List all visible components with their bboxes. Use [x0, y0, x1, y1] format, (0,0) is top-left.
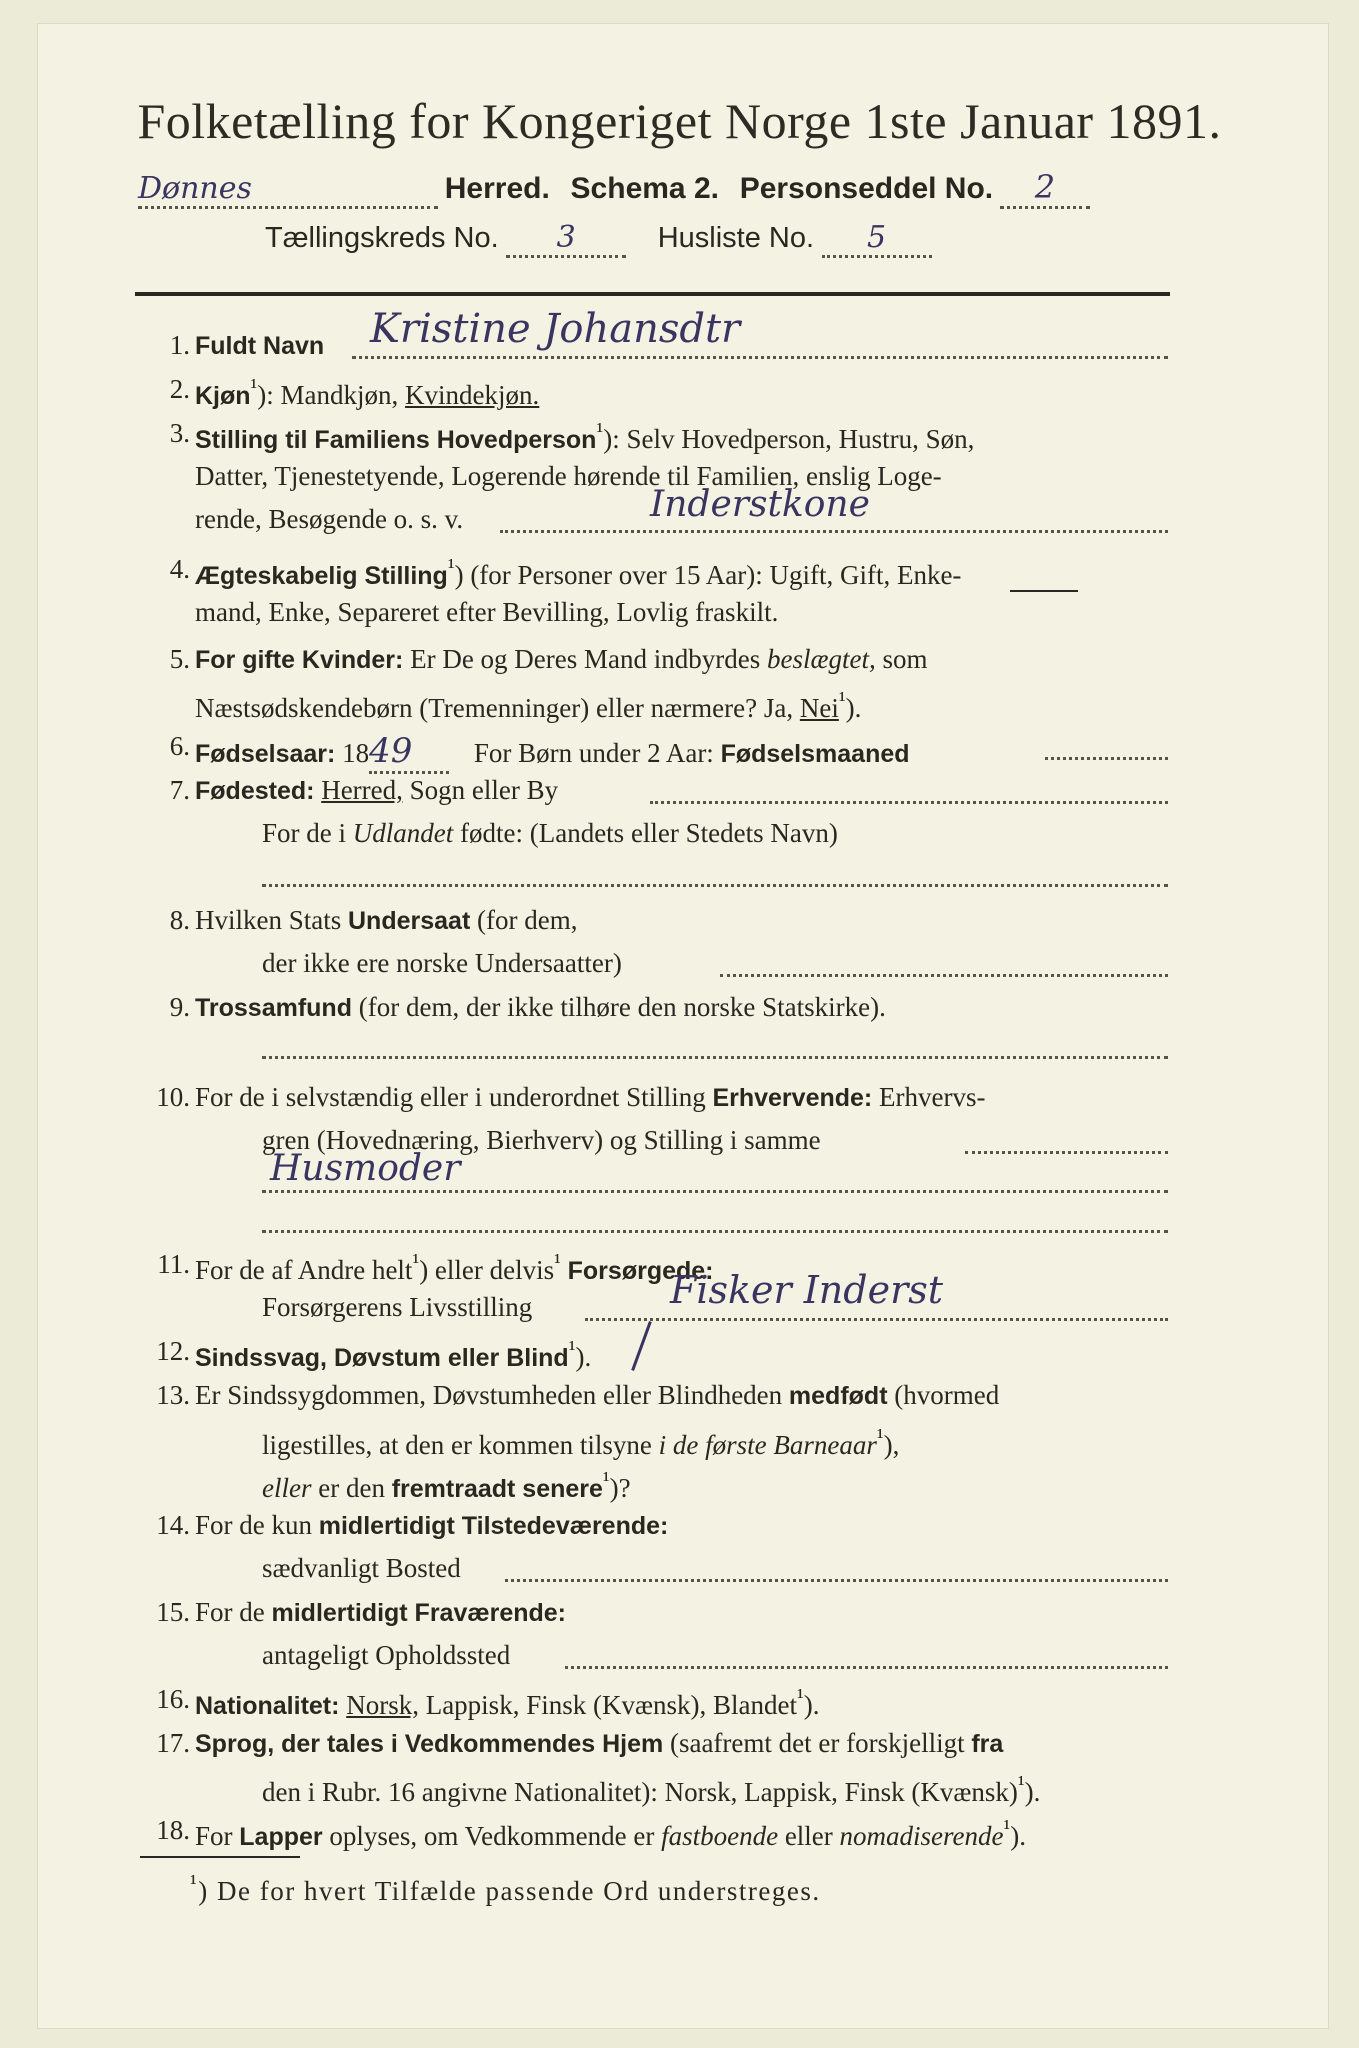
item-15-temp-absent	[195, 1597, 566, 1628]
religion-text: (for dem, der ikke tilhøre den norske Statskirke).	[358, 992, 886, 1022]
married-women-text-end: som	[882, 644, 928, 674]
item-14-temp-present	[195, 1510, 668, 1541]
presumed-residence-line	[565, 1666, 1168, 1669]
position-value: Inderstkone	[650, 484, 870, 525]
birth-month-label: Fødselsmaaned	[720, 740, 910, 768]
lapps-settled: fastboende	[661, 1821, 779, 1851]
lapps-bold: Lapper	[239, 1823, 323, 1851]
supported-text: For de af Andre helt	[195, 1255, 413, 1285]
item-number: 14.	[156, 1510, 190, 1540]
citizenship-bold: Undersaat	[348, 907, 471, 935]
item-10-occupation	[195, 1082, 985, 1113]
married-women-question: Næstsødskendebørn (Tremenninger) eller nærmere? Ja,	[195, 693, 794, 723]
occupation-value: Husmoder	[270, 1148, 461, 1189]
marital-options-1: ) (for Personer over 15 Aar): Ugift, Gift, Enke-	[454, 560, 962, 590]
birthplace-selected: Herred,	[321, 775, 403, 805]
abroad-text-end: fødte: (Landets eller Stedets Navn)	[460, 818, 838, 848]
gift-underline	[1010, 590, 1078, 592]
position-options-2: Datter, Tjenestetyende, Logerende hørende til Familien, enslig Loge-	[195, 461, 942, 491]
item-number: 12.	[156, 1336, 190, 1366]
page-title: Folketælling for Kongeriget Norge 1ste Januar 1891.	[137, 93, 1222, 149]
provider-value: Fisker Inderst	[670, 1268, 944, 1312]
item-11-supported: For de af Andre helt$^{^1}$) eller delvis$^{^1}$ Forsørgede:	[195, 1249, 714, 1285]
abroad-word: Udlandet	[352, 818, 454, 848]
item-number: 5.	[169, 644, 190, 674]
occupation-text: For de i selvstændig eller i underordnet Stilling	[195, 1082, 706, 1112]
item-number: 18.	[156, 1815, 190, 1845]
abroad-text: For de i	[262, 818, 346, 848]
husliste-value: 5	[822, 220, 932, 258]
item-6-birth-year	[195, 731, 910, 774]
footnote-text: ) De for hvert Tilfælde passende Ord understreges.	[198, 1876, 821, 1906]
punct: ).	[845, 693, 862, 723]
item-number: 3.	[169, 418, 190, 448]
citizenship-text: Hvilken Stats	[195, 905, 342, 935]
disability-label: Sindssvag, Døvstum eller Blind	[195, 1344, 569, 1372]
birth-year-value: 49	[369, 731, 449, 774]
item-7-line2	[262, 818, 838, 849]
nationality-label: Nationalitet:	[195, 1692, 340, 1720]
item-number: 1.	[169, 330, 190, 360]
birth-month-text: For Børn under 2 Aar:	[473, 738, 714, 768]
item-17-language	[195, 1728, 1003, 1759]
taellingskreds-value: 3	[506, 220, 626, 258]
item-4-marital: Ægteskabelig Stilling$^{^1}$) (for Personer over 15 Aar): Ugift, Gift, Enke-	[195, 554, 962, 590]
item-number: 4.	[169, 554, 190, 584]
item-number: 11.	[157, 1249, 190, 1279]
temp-absent-text: For de	[195, 1597, 265, 1627]
lapps-or: eller	[784, 1821, 833, 1851]
temp-absent-bold: midlertidigt Fraværende:	[271, 1599, 566, 1627]
congenital-later: fremtraadt senere	[391, 1475, 603, 1503]
item-13-congenital	[195, 1380, 999, 1411]
married-women-selected: Nei	[799, 693, 839, 723]
temp-present-bold: midlertidigt Tilstedeværende:	[318, 1512, 669, 1540]
congenital-line3: er den	[318, 1473, 385, 1503]
birthplace-label: Fødested:	[195, 777, 315, 805]
item-16-nationality: Nationalitet: Norsk, Lappisk, Finsk (Kvænsk), Blandet$^{^1}$).	[195, 1684, 820, 1720]
item-number: 13.	[156, 1380, 190, 1410]
language-text: (saafremt det er forskjelligt	[669, 1728, 965, 1758]
birth-year-label: Fødselsaar:	[195, 740, 336, 768]
position-options-3: rende, Besøgende o. s. v.	[195, 504, 464, 534]
married-women-label: For gifte Kvinder:	[195, 646, 404, 674]
item-13-line2: ligestilles, at den er kommen tilsyne i de første Barneaar$^{^1}$),	[262, 1424, 900, 1460]
citizenship-text-end: (for dem,	[477, 905, 578, 935]
citizenship-line	[720, 974, 1168, 977]
item-number: 10.	[156, 1082, 190, 1112]
occupation-line2: gren (Hovednæring, Bierhverv) og Stilling i samme	[262, 1125, 821, 1155]
birthplace-options: Sogn eller By	[409, 775, 559, 805]
husliste-label: Husliste No.	[657, 222, 815, 254]
lapps-text-2: oplyses, om Vedkommende er	[329, 1821, 655, 1851]
taellingskreds-label: Tællingskreds No.	[265, 222, 499, 254]
item-number: 6.	[169, 731, 190, 761]
item-17-line2: den i Rubr. 16 angivne Nationalitet): Norsk, Lappisk, Finsk (Kvænsk)$^{^1}$).	[262, 1771, 1041, 1807]
usual-residence-line	[505, 1579, 1168, 1582]
lapps-text: For	[195, 1821, 233, 1851]
footnote	[190, 1870, 821, 1907]
religion-line	[262, 1056, 1168, 1059]
herred-row	[138, 168, 1090, 209]
personseddel-label: Personseddel No.	[739, 172, 994, 205]
item-number: 8.	[169, 905, 190, 935]
language-label: Sprog, der tales i Vedkommendes Hjem	[195, 1730, 664, 1758]
marital-options-2: mand, Enke, Separeret efter Bevilling, Lovlig fraskilt.	[195, 597, 779, 627]
congenital-early: i de første Barneaar	[658, 1430, 877, 1460]
item-number: 7.	[169, 775, 190, 805]
punct: )?	[609, 1473, 631, 1503]
usual-residence-label: sædvanligt Bosted	[262, 1553, 461, 1583]
supported-bold: Forsørgede:	[567, 1257, 714, 1285]
position-label: Stilling til Familiens Hovedperson	[195, 426, 597, 454]
birthplace-line	[650, 801, 1168, 804]
abroad-line	[262, 884, 1168, 887]
married-women-related: beslægtet,	[767, 644, 876, 674]
nationality-selected: Norsk,	[346, 1690, 419, 1720]
congenital-or: eller	[262, 1473, 312, 1503]
occupation-bold: Erhvervende:	[712, 1084, 873, 1112]
herred-value: Dønnes	[138, 171, 438, 209]
occupation-line-c	[262, 1230, 1168, 1233]
congenital-line2: ligestilles, at den er kommen tilsyne	[262, 1430, 652, 1460]
item-number: 9.	[169, 992, 190, 1022]
sex-options: ): Mandkjøn,	[257, 380, 399, 410]
punct: ),	[883, 1430, 900, 1460]
item-5-line2: Næstsødskendebørn (Tremenninger) eller nærmere? Ja, Nei$^{^1}$).	[195, 687, 862, 723]
occupation-text-end: Erhvervs-	[879, 1082, 986, 1112]
provider-line	[585, 1318, 1168, 1321]
item-1-full-name	[195, 330, 324, 361]
item-number: 17.	[156, 1728, 190, 1758]
item-3-position-line1: Stilling til Familiens Hovedperson$^{^1}$): Selv Hovedperson, Hustru, Søn,	[195, 418, 975, 454]
schema-label: Schema 2.	[570, 172, 719, 205]
temp-present-text: For de kun	[195, 1510, 312, 1540]
full-name-line	[352, 356, 1168, 359]
item-number: 2.	[169, 374, 190, 404]
lapps-nomadic: nomadiserende	[839, 1821, 1004, 1851]
married-women-text: Er De og Deres Mand indbyrdes	[410, 644, 761, 674]
congenital-text: Er Sindssygdommen, Døvstumheden eller Blindheden	[195, 1380, 783, 1410]
citizenship-line2: der ikke ere norske Undersaatter)	[262, 948, 622, 978]
footnote-sup: ¹	[190, 1870, 199, 1895]
footnote-ref: ¹	[250, 374, 258, 399]
header-rule	[135, 292, 1170, 296]
item-13-line3: eller er den fremtraadt senere$^{^1}$)?	[262, 1467, 631, 1503]
item-12-disability: Sindssvag, Døvstum eller Blind$^{^1}$).	[195, 1336, 592, 1372]
item-7-birthplace	[195, 775, 558, 806]
item-number: 16.	[156, 1684, 190, 1714]
congenital-text-end: (hvormed	[894, 1380, 1000, 1410]
congenital-bold: medfødt	[788, 1382, 888, 1410]
language-bold-end: fra	[971, 1730, 1004, 1758]
marital-label: Ægteskabelig Stilling	[195, 562, 448, 590]
sex-selected: Kvindekjøn.	[405, 380, 540, 410]
taellingskreds-row	[265, 220, 932, 258]
punct: ).	[575, 1342, 592, 1372]
item-9-religion	[195, 992, 886, 1023]
position-line	[500, 530, 1168, 533]
nationality-options: Lappisk, Finsk (Kvænsk), Blandet	[425, 1690, 797, 1720]
full-name-value: Kristine Johansdtr	[370, 306, 741, 352]
item-2-sex	[195, 374, 539, 411]
sex-label: Kjøn	[195, 382, 251, 410]
item-8-citizenship	[195, 905, 577, 936]
supported-text-2: ) eller delvis	[419, 1255, 555, 1285]
full-name-label: Fuldt Navn	[195, 332, 325, 360]
birth-year-prefix: 18	[342, 738, 370, 768]
punct: ).	[1010, 1821, 1026, 1851]
item-18-lapps: For Lapper oplyses, om Vedkommende er fastboende eller nomadiserende$^{^1}$).	[195, 1815, 1026, 1851]
presumed-residence-label: antageligt Opholdssted	[262, 1640, 511, 1670]
punct: ).	[1024, 1777, 1041, 1807]
personseddel-value: 2	[1000, 168, 1090, 209]
punct: ).	[803, 1690, 820, 1720]
birth-month-line	[1045, 757, 1168, 760]
occupation-line-b	[262, 1190, 1168, 1193]
item-number: 15.	[156, 1597, 190, 1627]
herred-label: Herred.	[444, 172, 550, 205]
language-options: den i Rubr. 16 angivne Nationalitet): Norsk, Lappisk, Finsk (Kvænsk)	[262, 1777, 1018, 1807]
occupation-line-a	[965, 1151, 1168, 1154]
religion-label: Trossamfund	[195, 994, 352, 1022]
item-5-married-women	[195, 644, 928, 675]
provider-label: Forsørgerens Livsstilling	[262, 1292, 533, 1322]
footnote-rule	[140, 1856, 300, 1858]
position-options-1: ): Selv Hovedperson, Hustru, Søn,	[603, 424, 975, 454]
